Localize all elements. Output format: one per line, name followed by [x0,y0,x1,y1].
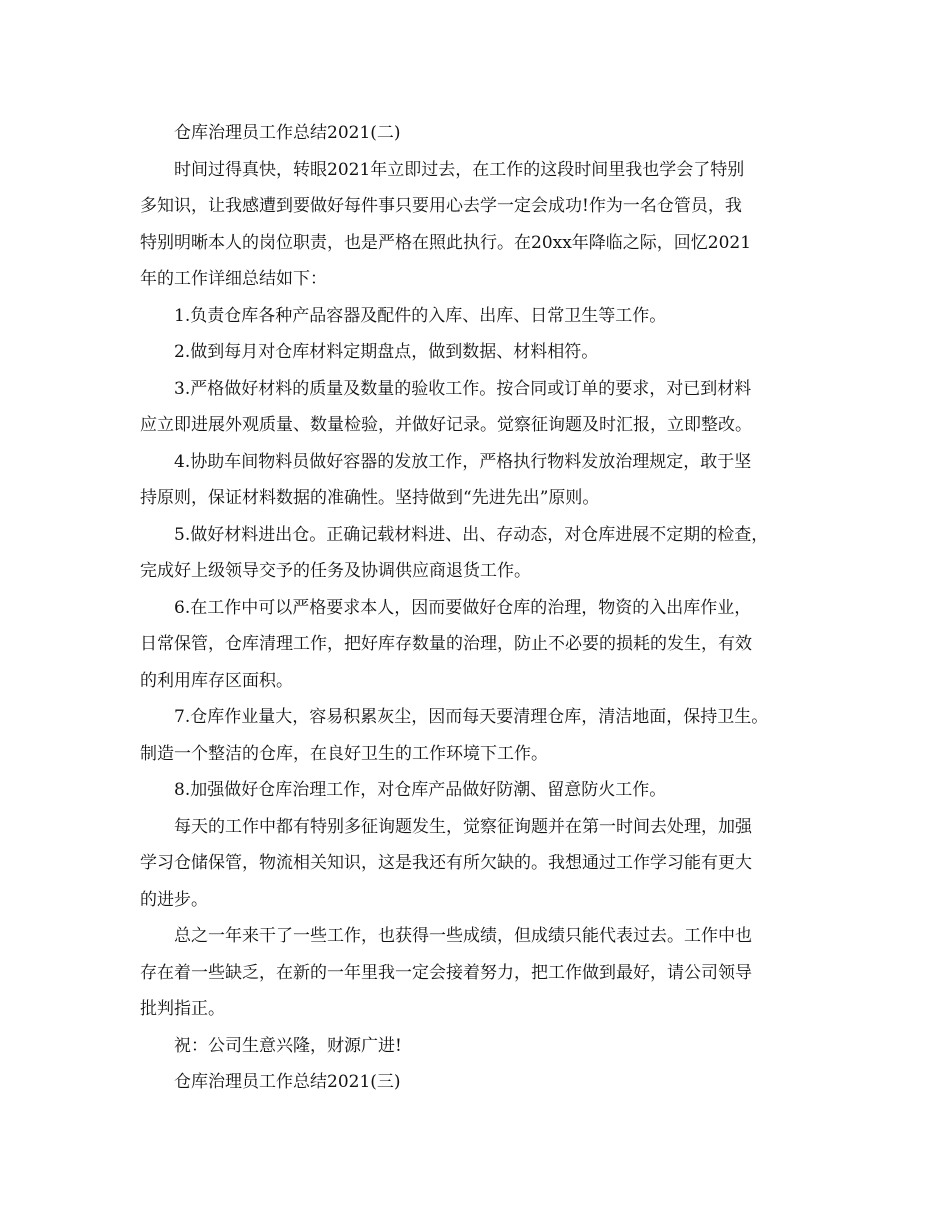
section-heading-2 [140,115,830,152]
list-item-7 [140,699,830,772]
list-item-line: 8.加强做好仓库治理工作，对仓库产品做好防潮、留意防火工作。 [174,780,667,800]
paragraph-line: 每天的工作中都有特别多征询题发生，觉察征询题并在第一时间去处理，加强 [174,816,752,837]
paragraph-line: 学习仓储保管，物流相关知识，这是我还有所欠缺的。我想通过工作学习能有更大 [140,853,752,873]
paragraph-line: 总之一年来干了一些工作，也获得一些成绩，但成绩只能代表过去。工作中也 [174,926,752,946]
list-item-1 [140,298,830,335]
intro-paragraph [140,152,830,298]
list-item-6 [140,590,830,700]
list-item-line: 4.协助车间物料员做好容器的发放工作，严格执行物料发放治理规定，敢于坚 [174,451,752,472]
list-item-line: 6.在工作中可以严格要求本人，因而要做好仓库的治理，物资的入出库作业， [174,597,752,618]
list-item-5 [140,517,830,590]
paragraph-line: 年的工作详细总结如下： [140,269,327,289]
paragraph-line: 存在着一些缺乏，在新的一年里我一定会接着努力，把工作做到最好，请公司领导 [140,962,752,983]
wish-text: 祝：公司生意兴隆，财源广进! [174,1035,402,1056]
heading-text: 仓库治理员工作总结2021(三) [174,1072,401,1092]
list-item-line: 2.做到每月对仓库材料定期盘点，做到数据、材料相符。 [174,342,599,362]
reflection-paragraph [140,809,830,919]
paragraph-line: 时间过得真快，转眼2021年立即过去，在工作的这段时间里我也学会了特别 [174,159,745,180]
list-item-line: 5.做好材料进出仓。正确记载材料进、出、存动态，对仓库进展不定期的检查， [174,524,769,545]
section-heading-3 [140,1064,830,1101]
document-body [140,115,830,1101]
wish-paragraph [140,1028,830,1065]
list-item-3 [140,371,830,444]
list-item-4 [140,444,830,517]
heading-text: 仓库治理员工作总结2021(二) [174,123,401,143]
list-item-8 [140,772,830,809]
list-item-line: 的利用库存区面积。 [140,670,293,691]
paragraph-line: 的进步。 [140,889,208,910]
list-item-line: 7.仓库作业量大，容易积累灰尘，因而每天要清理仓库，清洁地面，保持卫生。 [174,707,769,727]
paragraph-line: 特别明晰本人的岗位职责，也是严格在照此执行。在20xx年降临之际，回忆2021 [140,232,752,253]
list-item-line: 3.严格做好材料的质量及数量的验收工作。按合同或订单的要求，对已到材料 [174,378,752,399]
list-item-line: 日常保管，仓库清理工作，把好库存数量的治理，防止不必要的损耗的发生，有效 [140,634,752,654]
list-item-line: 应立即进展外观质量、数量检验，并做好记录。觉察征询题及时汇报，立即整改。 [140,415,752,435]
list-item-line: 完成好上级领导交予的任务及协调供应商退货工作。 [140,561,531,581]
conclusion-paragraph [140,918,830,1028]
list-item-line: 持原则，保证材料数据的准确性。坚持做到“先进先出”原则。 [140,488,600,508]
paragraph-line: 批判指正。 [140,999,225,1019]
paragraph-line: 多知识，让我感遭到要做好每件事只要用心去学一定会成功!作为一名仓管员，我 [140,196,742,216]
list-item-line: 1.负责仓库各种产品容器及配件的入库、出库、日常卫生等工作。 [174,305,667,326]
list-item-2 [140,334,830,371]
list-item-line: 制造一个整洁的仓库，在良好卫生的工作环境下工作。 [140,743,548,764]
